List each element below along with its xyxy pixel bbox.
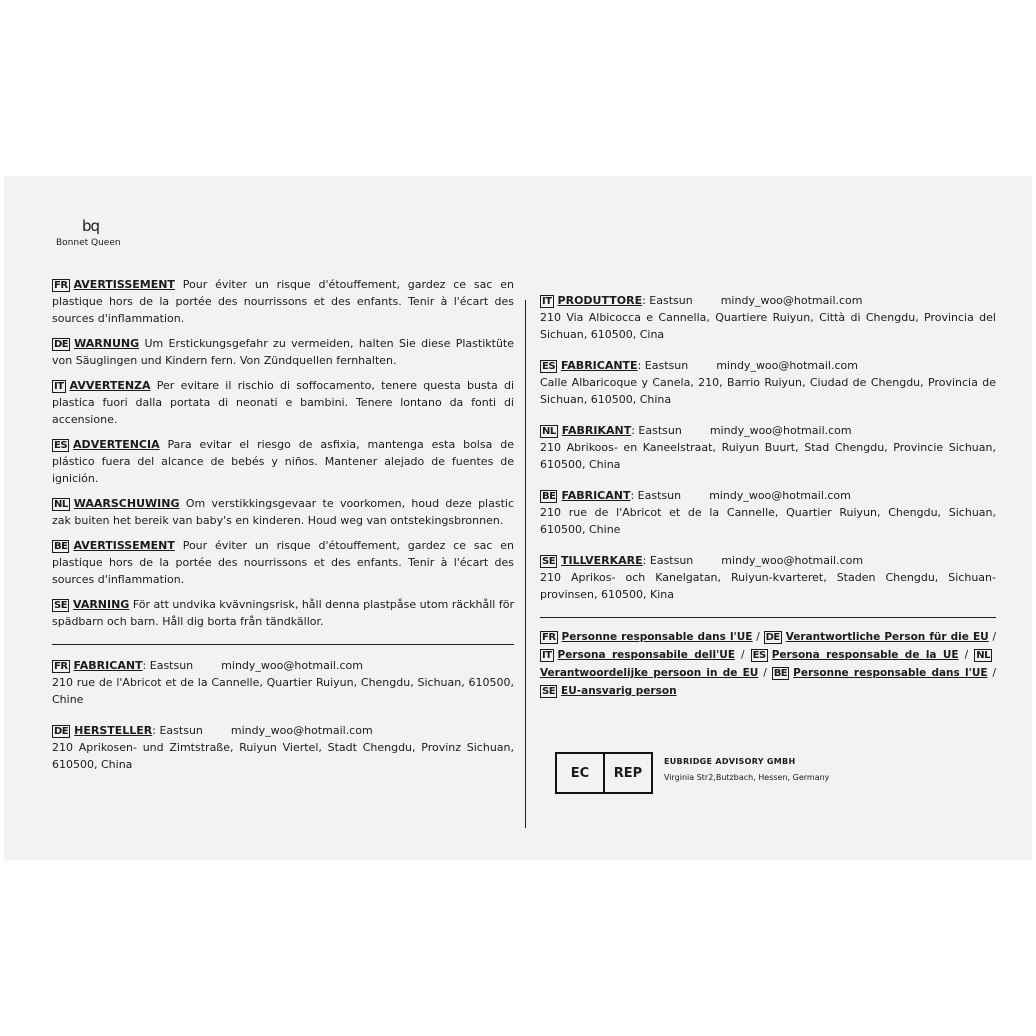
manufacturer-header	[52, 657, 514, 674]
ec-rep-company: EUBRIDGE ADVISORY GMBH	[664, 757, 796, 766]
manufacturer-block	[540, 487, 996, 538]
manufacturer-header	[540, 552, 996, 569]
manufacturer-block	[52, 722, 514, 773]
warning-title: AVERTISSEMENT	[73, 278, 175, 291]
country-code-badge: ES	[752, 650, 766, 661]
manufacturer-header	[540, 487, 996, 504]
manufacturers-left	[52, 657, 514, 773]
manufacturer-address: 210 Aprikosen- und Zimtstraße, Ruiyun Viertel, Stadt Chengdu, Provinz Sichuan, 610500, China	[52, 741, 514, 771]
manufacturer-address: 210 Aprikos- och Kanelgatan, Ruiyun-kvarteret, Staden Chengdu, Sichuan-provinsen, 610500, Kina	[540, 571, 996, 601]
manufacturer-email: mindy_woo@hotmail.com	[721, 554, 864, 567]
manufacturer-title: HERSTELLER	[74, 724, 153, 737]
country-code-badge: FR	[54, 661, 68, 672]
country-code-badge: DE	[765, 632, 780, 643]
manufacturer-name: : Eastsun	[642, 554, 694, 567]
responsible-person-line: FR Personne responsable dans l'UE / DE Verantwortliche Person für die EU / IT Persona responsabile dell'UE / ES Persona responsable de la UE / NLVerantwoordelijke persoon in de EU / BE Personne responsable dans l'UE / SE EU-ansvarig person	[540, 631, 996, 697]
manufacturer-block	[540, 422, 996, 473]
country-code-badge: DE	[54, 339, 69, 350]
country-code-badge: IT	[54, 381, 64, 392]
warning-title: VARNING	[73, 598, 130, 611]
manufacturer-email: mindy_woo@hotmail.com	[709, 489, 851, 502]
warning-title: ADVERTENCIA	[73, 438, 160, 451]
manufacturer-header	[540, 292, 996, 309]
warning-title: AVVERTENZA	[69, 379, 151, 392]
responsible-label: Persona responsable de la UE	[771, 649, 959, 661]
manufacturer-name: : Eastsun	[631, 424, 682, 437]
warning-paragraph	[52, 377, 514, 428]
manufacturer-title: FABRIKANT	[561, 424, 632, 437]
responsible-label: EU-ansvarig person	[561, 685, 677, 697]
manufacturer-title: FABRICANT	[73, 659, 143, 672]
manufacturer-email: mindy_woo@hotmail.com	[230, 724, 373, 737]
warning-paragraph	[52, 436, 514, 487]
warning-title: WARNUNG	[74, 337, 140, 350]
country-code-badge: BE	[542, 491, 556, 502]
country-code-badge: SE	[54, 600, 68, 611]
warning-text: Pour éviter un risque d'étouffement, gardez ce sac en plastique hors de la portée des nourrissons et des enfants. Tenir à l'écart des sources d'inflammation.	[52, 278, 514, 325]
manufacturers-right	[540, 292, 996, 603]
right-column	[540, 292, 996, 700]
warning-paragraph	[52, 537, 514, 588]
manufacturer-name: : Eastsun	[642, 294, 693, 307]
brand-logo	[56, 218, 121, 248]
manufacturer-title: TILLVERKARE	[561, 554, 643, 567]
manufacturer-address: 210 Via Albicocca e Cannella, Quartiere Ruiyun, Città di Chengdu, Provincia del Sichuan, 610500, Cina	[540, 311, 996, 341]
warning-text: För att undvika kvävningsrisk, håll denna plastpåse utom räckhåll för spädbarn och barn. Håll dig borta från tändkällor.	[52, 598, 514, 628]
ec-rep-symbol	[555, 752, 653, 794]
manufacturer-address: 210 rue de l'Abricot et de la Cannelle, Quartier Ruiyun, Chengdu, Sichuan, 610500, Chine	[540, 506, 996, 536]
manufacturer-email: mindy_woo@hotmail.com	[720, 294, 863, 307]
country-code-badge: ES	[542, 361, 556, 372]
manufacturer-name: : Eastsun	[637, 359, 689, 372]
left-column	[52, 276, 514, 787]
warning-text: Per evitare il rischio di soffocamento, tenere questa busta di plastica fuori dalla portata di neonati e bambini. Tenere lontano da fonti di accensione.	[52, 379, 514, 426]
manufacturer-header	[540, 357, 996, 374]
manufacturer-title: FABRICANTE	[561, 359, 638, 372]
responsible-label: Verantwoordelijke persoon in de EU	[540, 667, 759, 679]
manufacturer-block	[540, 292, 996, 343]
warning-text: Para evitar el riesgo de asfixia, mantenga esta bolsa de plástico fuera del alcance de bebés y niños. Mantener alejado de fuentes de ignición.	[52, 438, 514, 485]
country-code-badge: IT	[542, 296, 552, 307]
divider-left	[52, 644, 514, 645]
manufacturer-email: mindy_woo@hotmail.com	[716, 359, 858, 372]
manufacturer-name: : Eastsun	[152, 724, 203, 737]
responsible-label: Verantwortliche Person für die EU	[785, 631, 989, 643]
manufacturer-address: Calle Albaricoque y Canela, 210, Barrio Ruiyun, Ciudad de Chengdu, Provincia de Sichuan, 610500, China	[540, 376, 996, 406]
country-code-badge: FR	[542, 632, 556, 643]
manufacturer-header	[52, 722, 514, 739]
ec-rep-details	[664, 754, 829, 786]
warning-paragraph	[52, 276, 514, 327]
country-code-badge: DE	[54, 726, 69, 737]
country-code-badge: NL	[54, 499, 68, 510]
country-code-badge: IT	[542, 650, 552, 661]
manufacturer-block	[52, 657, 514, 708]
manufacturer-name: : Eastsun	[630, 489, 682, 502]
brand-name: Bonnet Queen	[56, 238, 121, 248]
manufacturer-block	[540, 357, 996, 408]
country-code-badge: BE	[773, 668, 788, 679]
manufacturer-name: : Eastsun	[142, 659, 194, 672]
country-code-badge: BE	[54, 541, 68, 552]
responsible-label: Personne responsable dans l'UE	[793, 667, 988, 679]
country-code-badge: SE	[542, 686, 556, 697]
manufacturer-address: 210 rue de l'Abricot et de la Cannelle, Quartier Ruiyun, Chengdu, Sichuan, 610500, Chine	[52, 676, 514, 706]
manufacturer-title: PRODUTTORE	[557, 294, 643, 307]
warning-paragraph	[52, 335, 514, 369]
country-code-badge: SE	[542, 556, 556, 567]
warning-text: Om verstikkingsgevaar te voorkomen, houd deze plastic zak buiten het bereik van baby's en kinderen. Houd weg van ontstekingsbronnen.	[52, 497, 514, 527]
country-code-badge: NL	[542, 426, 556, 437]
manufacturer-header	[540, 422, 996, 439]
ec-rep-address: Virginia Str2,Butzbach, Hessen, Germany	[664, 773, 830, 782]
warning-title: AVERTISSEMENT	[73, 539, 175, 552]
label-sheet	[4, 176, 1032, 860]
country-code-badge: ES	[54, 440, 68, 451]
warnings-list	[52, 276, 514, 630]
warning-text: Pour éviter un risque d'étouffement, gardez ce sac en plastique hors de la portée des nourrissons et des enfants. Tenir à l'écart des sources d'inflammation.	[52, 539, 514, 586]
manufacturer-email: mindy_woo@hotmail.com	[221, 659, 363, 672]
manufacturer-email: mindy_woo@hotmail.com	[709, 424, 852, 437]
warning-title: WAARSCHUWING	[73, 497, 180, 510]
warning-text: Um Erstickungsgefahr zu vermeiden, halten Sie diese Plastiktüte von Säuglingen und Kindern fern. Von Zündquellen fernhalten.	[52, 337, 514, 367]
warning-paragraph	[52, 596, 514, 630]
rep-label: REP	[603, 754, 651, 792]
manufacturer-title: FABRICANT	[561, 489, 631, 502]
responsible-label: Personne responsable dans l'UE	[561, 631, 753, 643]
country-code-badge: FR	[54, 280, 68, 291]
manufacturer-block	[540, 552, 996, 603]
brand-mark: bq	[82, 217, 100, 235]
country-code-badge: NL	[976, 650, 990, 661]
warning-paragraph	[52, 495, 514, 529]
manufacturer-address: 210 Abrikoos- en Kaneelstraat, Ruiyun Buurt, Stad Chengdu, Provincie Sichuan, 610500, China	[540, 441, 996, 471]
divider-right	[540, 617, 996, 618]
column-divider	[525, 300, 526, 828]
responsible-label: Persona responsabile dell'UE	[557, 649, 735, 661]
ec-label: EC	[570, 765, 590, 781]
